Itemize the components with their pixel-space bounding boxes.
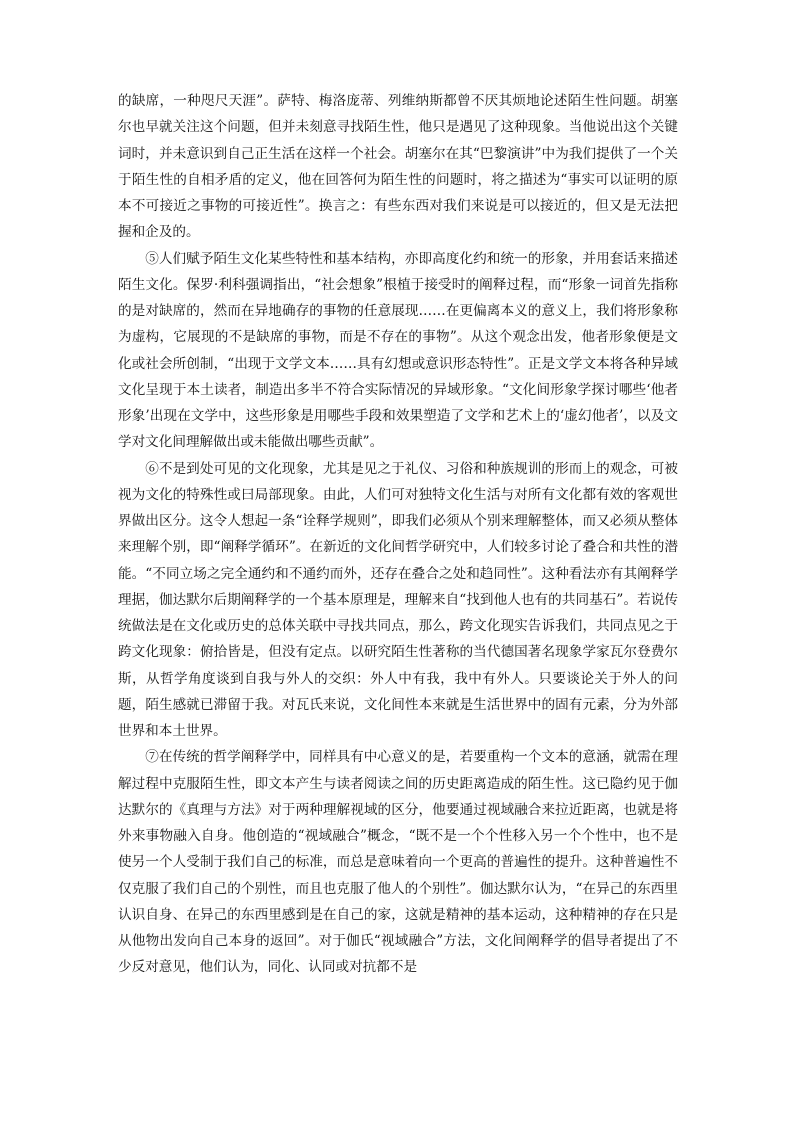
paragraph-5: ⑤人们赋予陌生文化某些特性和基本结构，亦即高度化约和统一的形象，并用套话来描述陌生文化。保罗·利科强调指出，“社会想象”根植于接受时的阐释过程，而“形象一词首先指称的是对缺席的，然而在异地确存的事物的任意展现……在更偏离本义的意义上，我们将形象称为虚构，它展现的不是缺席的事物，而是不存在的事物”。从这个观念出发，他者形象便是文化或社会所创制，“出现于文学文本……具有幻想或意识形态特性”。正是文学文本将各种异域文化呈现于本土读者，制造出多半不符合实际情况的异域形象。“文化间形象学探讨哪些‘他者形象’出现在文学中，这些形象是用哪些手段和效果塑造了文学和艺术上的‘虚幻他者’，以及文学对文化间理解做出或未能做出哪些贡献”。 xyxy=(118,250,678,451)
paragraph-6: ⑥不是到处可见的文化现象，尤其是见之于礼仪、习俗和种族规训的形而上的观念，可被视为文化的特殊性或曰局部现象。由此，人们可对独特文化生活与对所有文化都有效的客观世界做出区分。这令人想起一条“诠释学规则”，即我们必须从个别来理解整体，而又必须从整体来理解个别，即“阐释学循环”。在新近的文化间哲学研究中，人们较多讨论了叠合和共性的潜能。“不同立场之完全通约和不通约而外，还存在叠合之处和趋同性”。这种看法亦有其阐释学理据，伽达默尔后期阐释学的一个基本原理是，理解来自“找到他人也有的共同基石”。若说传统做法是在文化或历史的总体关联中寻找共同点，那么，跨文化现实告诉我们，共同点见之于跨文化现象：俯拾皆是，但没有定点。以研究陌生性著称的当代德国著名现象学家瓦尔登费尔斯，从哲学角度谈到自我与外人的交织：外人中有我，我中有外人。只要谈论关于外人的问题，陌生感就已滞留于我。对瓦氏来说，文化间性本来就是生活世界中的固有元素，分为外部世界和本土世界。 xyxy=(118,460,678,739)
document-page xyxy=(118,88,678,981)
paragraph-7: ⑦在传统的哲学阐释学中，同样具有中心意义的是，若要重构一个文本的意涵，就需在理解过程中克服陌生性，即文本产生与读者阅读之间的历史距离造成的陌生性。这已隐约见于伽达默尔的《真理与方法》对于两种理解视域的区分，他要通过视域融合来拉近距离，也就是将外来事物融入自身。他创造的“视域融合”概念，“既不是一个个性移入另一个个性中，也不是使另一个人受制于我们自己的标准，而总是意味着向一个更高的普遍性的提升。这种普遍性不仅克服了我们自己的个别性，而且也克服了他人的个别性”。伽达默尔认为，“在异己的东西里认识自身、在异己的东西里感到是在自己的家，这就是精神的基本运动，这种精神的存在只是从他物出发向自己本身的返回”。对于伽氏“视域融合”方法，文化间阐释学的倡导者提出了不少反对意见，他们认为，同化、认同或对抗都不是 xyxy=(118,749,678,976)
paragraph-continued: 的缺席，一种咫尺天涯”。萨特、梅洛庞蒂、列维纳斯都曾不厌其烦地论述陌生性问题。胡塞尔也早就关注这个问题，但并未刻意寻找陌生性，他只是遇见了这种现象。当他说出这个关键词时，并未意识到自己正生活在这样一个社会。胡塞尔在其“巴黎演讲”中为我们提供了一个关于陌生性的自相矛盾的定义，他在回答何为陌生性的问题时，将之描述为“事实可以证明的原本不可接近之事物的可接近性”。换言之：有些东西对我们来说是可以接近的，但又是无法把握和企及的。 xyxy=(118,93,678,241)
